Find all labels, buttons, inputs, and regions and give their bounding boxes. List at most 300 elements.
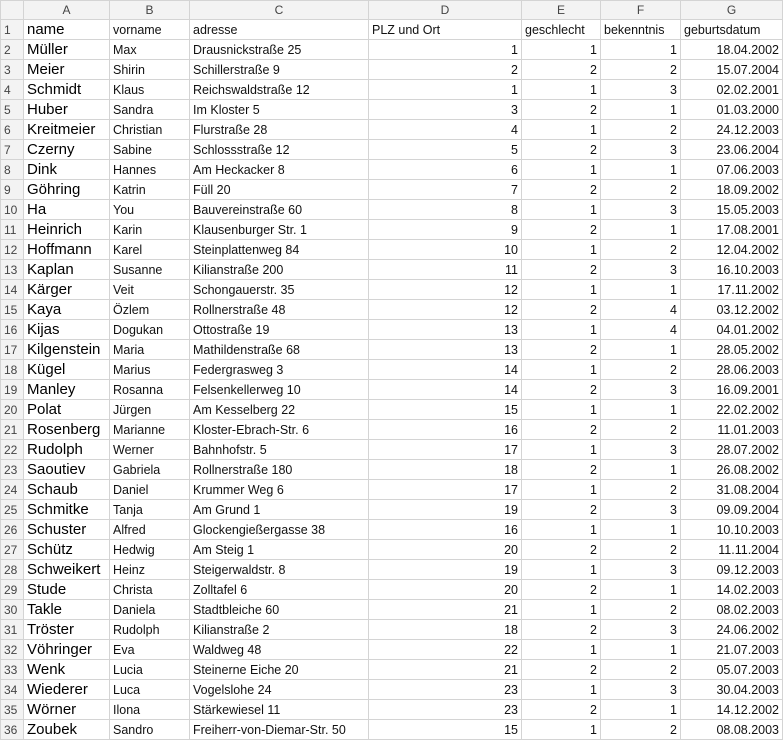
cell-vorname[interactable]: Ilona (110, 700, 190, 720)
cell-plz-ort[interactable]: 19 (369, 500, 522, 520)
cell-plz-ort[interactable]: 7 (369, 180, 522, 200)
cell-name[interactable]: Schuster (24, 520, 110, 540)
cell-geburtsdatum[interactable]: 14.12.2002 (681, 700, 783, 720)
cell-name[interactable]: Kügel (24, 360, 110, 380)
cell-bekenntnis[interactable]: 2 (601, 540, 681, 560)
cell-geschlecht[interactable]: 1 (522, 360, 601, 380)
column-header-a[interactable]: A (24, 1, 110, 20)
cell-geschlecht[interactable]: 2 (522, 580, 601, 600)
cell-bekenntnis[interactable]: 1 (601, 580, 681, 600)
cell-geburtsdatum[interactable]: 02.02.2001 (681, 80, 783, 100)
cell-plz-ort[interactable]: 15 (369, 400, 522, 420)
cell-name[interactable]: Wenk (24, 660, 110, 680)
cell-geschlecht[interactable]: 2 (522, 540, 601, 560)
row-header[interactable]: 26 (1, 520, 24, 540)
cell-adresse[interactable]: Am Heckacker 8 (190, 160, 369, 180)
cell-adresse[interactable]: Kloster-Ebrach-Str. 6 (190, 420, 369, 440)
row-header[interactable]: 1 (1, 20, 24, 40)
cell-plz-ort[interactable]: 6 (369, 160, 522, 180)
cell-geschlecht[interactable]: 2 (522, 660, 601, 680)
cell-geburtsdatum[interactable]: 30.04.2003 (681, 680, 783, 700)
cell-bekenntnis[interactable]: 3 (601, 380, 681, 400)
cell-name[interactable]: Schaub (24, 480, 110, 500)
cell-plz-ort[interactable]: 17 (369, 440, 522, 460)
cell-vorname-header[interactable]: vorname (110, 20, 190, 40)
cell-vorname[interactable]: Karel (110, 240, 190, 260)
cell-geschlecht[interactable]: 2 (522, 220, 601, 240)
cell-bekenntnis[interactable]: 4 (601, 320, 681, 340)
cell-geschlecht[interactable]: 2 (522, 620, 601, 640)
cell-geschlecht[interactable]: 2 (522, 100, 601, 120)
cell-geburtsdatum[interactable]: 08.02.2003 (681, 600, 783, 620)
cell-adresse[interactable]: Stadtbleiche 60 (190, 600, 369, 620)
row-header[interactable]: 21 (1, 420, 24, 440)
cell-name[interactable]: Göhring (24, 180, 110, 200)
cell-geburtsdatum[interactable]: 28.05.2002 (681, 340, 783, 360)
cell-plz-ort[interactable]: 18 (369, 460, 522, 480)
cell-plz-ort[interactable]: 15 (369, 720, 522, 740)
cell-plz-ort[interactable]: 1 (369, 40, 522, 60)
cell-bekenntnis[interactable]: 3 (601, 440, 681, 460)
cell-vorname[interactable]: Hedwig (110, 540, 190, 560)
cell-bekenntnis[interactable]: 1 (601, 520, 681, 540)
cell-name[interactable]: Wörner (24, 700, 110, 720)
cell-bekenntnis[interactable]: 3 (601, 680, 681, 700)
cell-plz-ort[interactable]: 13 (369, 320, 522, 340)
cell-plz-ort[interactable]: 14 (369, 360, 522, 380)
cell-plz-ort[interactable]: 16 (369, 520, 522, 540)
row-header[interactable]: 10 (1, 200, 24, 220)
row-header[interactable]: 22 (1, 440, 24, 460)
cell-adresse[interactable]: Kilianstraße 200 (190, 260, 369, 280)
cell-geschlecht[interactable]: 1 (522, 80, 601, 100)
cell-adresse[interactable]: Reichswaldstraße 12 (190, 80, 369, 100)
cell-adresse[interactable]: Steinplattenweg 84 (190, 240, 369, 260)
row-header[interactable]: 33 (1, 660, 24, 680)
cell-bekenntnis[interactable]: 1 (601, 460, 681, 480)
cell-name[interactable]: Tröster (24, 620, 110, 640)
row-header[interactable]: 31 (1, 620, 24, 640)
cell-vorname[interactable]: Sabine (110, 140, 190, 160)
cell-geschlecht[interactable]: 2 (522, 140, 601, 160)
cell-geburtsdatum[interactable]: 18.04.2002 (681, 40, 783, 60)
cell-plz-ort[interactable]: 5 (369, 140, 522, 160)
cell-geschlecht[interactable]: 1 (522, 120, 601, 140)
cell-geschlecht[interactable]: 1 (522, 720, 601, 740)
cell-adresse[interactable]: Waldweg 48 (190, 640, 369, 660)
cell-name[interactable]: Schweikert (24, 560, 110, 580)
cell-name[interactable]: Huber (24, 100, 110, 120)
cell-vorname[interactable]: Daniela (110, 600, 190, 620)
row-header[interactable]: 4 (1, 80, 24, 100)
cell-geschlecht[interactable]: 2 (522, 700, 601, 720)
cell-plz-ort[interactable]: 13 (369, 340, 522, 360)
cell-geschlecht[interactable]: 1 (522, 240, 601, 260)
cell-plz-ort[interactable]: 8 (369, 200, 522, 220)
cell-geburtsdatum[interactable]: 17.08.2001 (681, 220, 783, 240)
cell-plz-ort[interactable]: 2 (369, 60, 522, 80)
cell-name[interactable]: Kaplan (24, 260, 110, 280)
row-header[interactable]: 8 (1, 160, 24, 180)
cell-vorname[interactable]: Klaus (110, 80, 190, 100)
cell-name[interactable]: Rudolph (24, 440, 110, 460)
cell-bekenntnis[interactable]: 2 (601, 660, 681, 680)
cell-plz-ort[interactable]: 12 (369, 300, 522, 320)
cell-plz-ort[interactable]: 18 (369, 620, 522, 640)
cell-name[interactable]: Schütz (24, 540, 110, 560)
cell-plz-ort[interactable]: 9 (369, 220, 522, 240)
table-row (1, 400, 783, 420)
cell-geschlecht[interactable]: 2 (522, 380, 601, 400)
cell-vorname[interactable]: Eva (110, 640, 190, 660)
cell-bekenntnis[interactable]: 2 (601, 360, 681, 380)
cell-bekenntnis[interactable]: 4 (601, 300, 681, 320)
cell-vorname[interactable]: Gabriela (110, 460, 190, 480)
cell-name[interactable]: Hoffmann (24, 240, 110, 260)
cell-vorname[interactable]: Lucia (110, 660, 190, 680)
cell-geschlecht[interactable]: 1 (522, 520, 601, 540)
cell-plz-ort[interactable]: 17 (369, 480, 522, 500)
cell-geschlecht[interactable]: 1 (522, 160, 601, 180)
cell-bekenntnis[interactable]: 1 (601, 340, 681, 360)
cell-bekenntnis[interactable]: 2 (601, 180, 681, 200)
cell-adresse[interactable]: Felsenkellerweg 10 (190, 380, 369, 400)
cell-name[interactable]: Czerny (24, 140, 110, 160)
cell-geburtsdatum[interactable]: 14.02.2003 (681, 580, 783, 600)
cell-name[interactable]: Meier (24, 60, 110, 80)
cell-plz-ort[interactable]: 19 (369, 560, 522, 580)
cell-vorname[interactable]: Alfred (110, 520, 190, 540)
column-header-f[interactable]: F (601, 1, 681, 20)
cell-geburtsdatum[interactable]: 24.06.2002 (681, 620, 783, 640)
cell-vorname[interactable]: Dogukan (110, 320, 190, 340)
cell-name[interactable]: Vöhringer (24, 640, 110, 660)
cell-adresse[interactable]: Rollnerstraße 180 (190, 460, 369, 480)
cell-vorname[interactable]: You (110, 200, 190, 220)
cell-name[interactable]: Kärger (24, 280, 110, 300)
cell-geburtsdatum[interactable]: 11.11.2004 (681, 540, 783, 560)
cell-vorname[interactable]: Shirin (110, 60, 190, 80)
cell-plz-ort[interactable]: 20 (369, 540, 522, 560)
cell-plz-ort[interactable]: 23 (369, 680, 522, 700)
cell-vorname[interactable]: Maria (110, 340, 190, 360)
cell-geschlecht-header[interactable]: geschlecht (522, 20, 601, 40)
cell-name[interactable]: Müller (24, 40, 110, 60)
cell-geschlecht[interactable]: 1 (522, 320, 601, 340)
cell-adresse[interactable]: Klausenburger Str. 1 (190, 220, 369, 240)
cell-geschlecht[interactable]: 2 (522, 340, 601, 360)
cell-bekenntnis[interactable]: 1 (601, 100, 681, 120)
cell-bekenntnis[interactable]: 2 (601, 420, 681, 440)
cell-adresse[interactable]: Krummer Weg 6 (190, 480, 369, 500)
cell-vorname[interactable]: Heinz (110, 560, 190, 580)
row-header[interactable]: 28 (1, 560, 24, 580)
row-header[interactable]: 20 (1, 400, 24, 420)
cell-geschlecht[interactable]: 1 (522, 640, 601, 660)
row-header[interactable]: 23 (1, 460, 24, 480)
cell-plz-ort[interactable]: 11 (369, 260, 522, 280)
cell-geburtsdatum[interactable]: 28.06.2003 (681, 360, 783, 380)
cell-bekenntnis[interactable]: 2 (601, 60, 681, 80)
cell-name[interactable]: Dink (24, 160, 110, 180)
row-header[interactable]: 34 (1, 680, 24, 700)
cell-geburtsdatum[interactable]: 26.08.2002 (681, 460, 783, 480)
cell-plz-ort[interactable]: 1 (369, 80, 522, 100)
cell-vorname[interactable]: Özlem (110, 300, 190, 320)
row-header[interactable]: 32 (1, 640, 24, 660)
cell-adresse[interactable]: Zolltafel 6 (190, 580, 369, 600)
row-header[interactable]: 18 (1, 360, 24, 380)
cell-adresse[interactable]: Ottostraße 19 (190, 320, 369, 340)
cell-bekenntnis[interactable]: 2 (601, 600, 681, 620)
cell-vorname[interactable]: Sandra (110, 100, 190, 120)
cell-geburtsdatum[interactable]: 15.05.2003 (681, 200, 783, 220)
cell-geschlecht[interactable]: 1 (522, 40, 601, 60)
cell-bekenntnis[interactable]: 3 (601, 620, 681, 640)
cell-vorname[interactable]: Katrin (110, 180, 190, 200)
cell-geburtsdatum[interactable]: 31.08.2004 (681, 480, 783, 500)
column-header-d[interactable]: D (369, 1, 522, 20)
cell-vorname[interactable]: Tanja (110, 500, 190, 520)
column-header-g[interactable]: G (681, 1, 783, 20)
cell-vorname[interactable]: Hannes (110, 160, 190, 180)
cell-bekenntnis[interactable]: 2 (601, 120, 681, 140)
cell-geburtsdatum[interactable]: 09.12.2003 (681, 560, 783, 580)
cell-vorname[interactable]: Marianne (110, 420, 190, 440)
cell-name[interactable]: Kijas (24, 320, 110, 340)
cell-geschlecht[interactable]: 1 (522, 560, 601, 580)
cell-geburtsdatum[interactable]: 01.03.2000 (681, 100, 783, 120)
cell-adresse[interactable]: Vogelslohe 24 (190, 680, 369, 700)
cell-name[interactable]: Kaya (24, 300, 110, 320)
cell-vorname[interactable]: Max (110, 40, 190, 60)
cell-plz-ort[interactable]: 23 (369, 700, 522, 720)
cell-plz-ort[interactable]: 4 (369, 120, 522, 140)
cell-geburtsdatum[interactable]: 11.01.2003 (681, 420, 783, 440)
cell-adresse[interactable]: Federgrasweg 3 (190, 360, 369, 380)
cell-geschlecht[interactable]: 2 (522, 260, 601, 280)
cell-plz-ort[interactable]: 10 (369, 240, 522, 260)
cell-vorname[interactable]: Christa (110, 580, 190, 600)
cell-bekenntnis-header[interactable]: bekenntnis (601, 20, 681, 40)
cell-adresse[interactable]: Im Kloster 5 (190, 100, 369, 120)
cell-adresse[interactable]: Steigerwaldstr. 8 (190, 560, 369, 580)
cell-geschlecht[interactable]: 1 (522, 200, 601, 220)
cell-name[interactable]: Kilgenstein (24, 340, 110, 360)
cell-name[interactable]: Kreitmeier (24, 120, 110, 140)
cell-geburtsdatum[interactable]: 09.09.2004 (681, 500, 783, 520)
cell-bekenntnis[interactable]: 3 (601, 140, 681, 160)
cell-geschlecht[interactable]: 2 (522, 180, 601, 200)
cell-plz-ort[interactable]: 12 (369, 280, 522, 300)
column-header-c[interactable]: C (190, 1, 369, 20)
cell-adresse[interactable]: Am Kesselberg 22 (190, 400, 369, 420)
cell-name[interactable]: Saoutiev (24, 460, 110, 480)
cell-vorname[interactable]: Rudolph (110, 620, 190, 640)
cell-plz-ort[interactable]: 20 (369, 580, 522, 600)
cell-adresse[interactable]: Kilianstraße 2 (190, 620, 369, 640)
cell-name[interactable]: Wiederer (24, 680, 110, 700)
cell-name[interactable]: Schmidt (24, 80, 110, 100)
cell-geschlecht[interactable]: 1 (522, 600, 601, 620)
cell-geburtsdatum[interactable]: 21.07.2003 (681, 640, 783, 660)
row-header[interactable]: 9 (1, 180, 24, 200)
row-header[interactable]: 12 (1, 240, 24, 260)
cell-geburtsdatum[interactable]: 05.07.2003 (681, 660, 783, 680)
cell-name[interactable]: Schmitke (24, 500, 110, 520)
cell-geschlecht[interactable]: 1 (522, 440, 601, 460)
cell-adresse[interactable]: Am Steig 1 (190, 540, 369, 560)
cell-name[interactable]: Takle (24, 600, 110, 620)
cell-geschlecht[interactable]: 2 (522, 460, 601, 480)
row-header[interactable]: 36 (1, 720, 24, 740)
cell-adresse[interactable]: Mathildenstraße 68 (190, 340, 369, 360)
cell-vorname[interactable]: Veit (110, 280, 190, 300)
table-row (1, 220, 783, 240)
cell-vorname[interactable]: Susanne (110, 260, 190, 280)
row-header[interactable]: 30 (1, 600, 24, 620)
row-header[interactable]: 5 (1, 100, 24, 120)
cell-bekenntnis[interactable]: 2 (601, 720, 681, 740)
cell-name[interactable]: Polat (24, 400, 110, 420)
cell-geburtsdatum[interactable]: 24.12.2003 (681, 120, 783, 140)
cell-vorname[interactable]: Sandro (110, 720, 190, 740)
cell-bekenntnis[interactable]: 1 (601, 280, 681, 300)
cell-adresse[interactable]: Bahnhofstr. 5 (190, 440, 369, 460)
row-header[interactable]: 7 (1, 140, 24, 160)
cell-vorname[interactable]: Daniel (110, 480, 190, 500)
cell-bekenntnis[interactable]: 2 (601, 240, 681, 260)
cell-name[interactable]: Rosenberg (24, 420, 110, 440)
cell-bekenntnis[interactable]: 3 (601, 200, 681, 220)
column-header-e[interactable]: E (522, 1, 601, 20)
row-header[interactable]: 17 (1, 340, 24, 360)
cell-adresse[interactable]: Freiherr-von-Diemar-Str. 50 (190, 720, 369, 740)
row-header[interactable]: 2 (1, 40, 24, 60)
row-header[interactable]: 11 (1, 220, 24, 240)
cell-bekenntnis[interactable]: 1 (601, 700, 681, 720)
cell-geburtsdatum[interactable]: 07.06.2003 (681, 160, 783, 180)
cell-bekenntnis[interactable]: 2 (601, 480, 681, 500)
row-header[interactable]: 13 (1, 260, 24, 280)
cell-bekenntnis[interactable]: 3 (601, 560, 681, 580)
cell-name[interactable]: Zoubek (24, 720, 110, 740)
cell-adresse[interactable]: Bauvereinstraße 60 (190, 200, 369, 220)
table-row (1, 520, 783, 540)
row-header[interactable]: 24 (1, 480, 24, 500)
cell-geburtsdatum-header[interactable]: geburtsdatum (681, 20, 783, 40)
cell-bekenntnis[interactable]: 1 (601, 160, 681, 180)
cell-geburtsdatum[interactable]: 22.02.2002 (681, 400, 783, 420)
cell-bekenntnis[interactable]: 1 (601, 220, 681, 240)
cell-geburtsdatum[interactable]: 16.09.2001 (681, 380, 783, 400)
cell-geburtsdatum[interactable]: 04.01.2002 (681, 320, 783, 340)
cell-bekenntnis[interactable]: 1 (601, 40, 681, 60)
cell-plz-ort[interactable]: 14 (369, 380, 522, 400)
cell-geschlecht[interactable]: 2 (522, 500, 601, 520)
cell-adresse[interactable]: Füll 20 (190, 180, 369, 200)
cell-geschlecht[interactable]: 1 (522, 400, 601, 420)
cell-geburtsdatum[interactable]: 08.08.2003 (681, 720, 783, 740)
cell-geschlecht[interactable]: 1 (522, 680, 601, 700)
cell-vorname[interactable]: Marius (110, 360, 190, 380)
cell-name[interactable]: Manley (24, 380, 110, 400)
cell-geburtsdatum[interactable]: 18.09.2002 (681, 180, 783, 200)
select-all-corner[interactable] (1, 1, 24, 20)
row-header[interactable]: 27 (1, 540, 24, 560)
cell-adresse[interactable]: Schongauerstr. 35 (190, 280, 369, 300)
cell-adresse[interactable]: Rollnerstraße 48 (190, 300, 369, 320)
cell-adresse[interactable]: Am Grund 1 (190, 500, 369, 520)
cell-name[interactable]: Ha (24, 200, 110, 220)
cell-bekenntnis[interactable]: 1 (601, 640, 681, 660)
cell-vorname[interactable]: Luca (110, 680, 190, 700)
cell-adresse-header[interactable]: adresse (190, 20, 369, 40)
cell-name[interactable]: Stude (24, 580, 110, 600)
row-header[interactable]: 15 (1, 300, 24, 320)
row-header[interactable]: 19 (1, 380, 24, 400)
cell-geburtsdatum[interactable]: 28.07.2002 (681, 440, 783, 460)
cell-geschlecht[interactable]: 1 (522, 480, 601, 500)
row-header[interactable]: 35 (1, 700, 24, 720)
cell-vorname[interactable]: Christian (110, 120, 190, 140)
cell-geburtsdatum[interactable]: 16.10.2003 (681, 260, 783, 280)
cell-plz-ort[interactable]: 21 (369, 600, 522, 620)
cell-bekenntnis[interactable]: 3 (601, 260, 681, 280)
cell-adresse[interactable]: Schlossstraße 12 (190, 140, 369, 160)
cell-adresse[interactable]: Glockengießergasse 38 (190, 520, 369, 540)
row-header[interactable]: 16 (1, 320, 24, 340)
cell-plz-ort[interactable]: 22 (369, 640, 522, 660)
cell-adresse[interactable]: Steinerne Eiche 20 (190, 660, 369, 680)
cell-geburtsdatum[interactable]: 17.11.2002 (681, 280, 783, 300)
cell-name-header[interactable]: name (24, 20, 110, 40)
cell-adresse[interactable]: Stärkewiesel 11 (190, 700, 369, 720)
cell-geburtsdatum[interactable]: 03.12.2002 (681, 300, 783, 320)
row-header[interactable]: 14 (1, 280, 24, 300)
cell-adresse[interactable]: Drausnickstraße 25 (190, 40, 369, 60)
row-header[interactable]: 25 (1, 500, 24, 520)
cell-geburtsdatum[interactable]: 10.10.2003 (681, 520, 783, 540)
cell-vorname[interactable]: Jürgen (110, 400, 190, 420)
cell-vorname[interactable]: Karin (110, 220, 190, 240)
cell-adresse[interactable]: Flurstraße 28 (190, 120, 369, 140)
row-header[interactable]: 6 (1, 120, 24, 140)
cell-plz-ort[interactable]: 21 (369, 660, 522, 680)
column-header-b[interactable]: B (110, 1, 190, 20)
cell-geschlecht[interactable]: 2 (522, 300, 601, 320)
cell-bekenntnis[interactable]: 1 (601, 400, 681, 420)
cell-adresse[interactable]: Schillerstraße 9 (190, 60, 369, 80)
cell-geburtsdatum[interactable]: 15.07.2004 (681, 60, 783, 80)
cell-plz-ort[interactable]: 3 (369, 100, 522, 120)
row-header[interactable]: 3 (1, 60, 24, 80)
cell-geburtsdatum[interactable]: 12.04.2002 (681, 240, 783, 260)
cell-geburtsdatum[interactable]: 23.06.2004 (681, 140, 783, 160)
table-row (1, 500, 783, 520)
cell-vorname[interactable]: Werner (110, 440, 190, 460)
cell-name[interactable]: Heinrich (24, 220, 110, 240)
cell-bekenntnis[interactable]: 3 (601, 80, 681, 100)
cell-plz-ort[interactable]: 16 (369, 420, 522, 440)
cell-plz-header[interactable]: PLZ und Ort (369, 20, 522, 40)
cell-vorname[interactable]: Rosanna (110, 380, 190, 400)
cell-geschlecht[interactable]: 2 (522, 420, 601, 440)
cell-geschlecht[interactable]: 1 (522, 280, 601, 300)
cell-geschlecht[interactable]: 2 (522, 60, 601, 80)
row-header[interactable]: 29 (1, 580, 24, 600)
cell-bekenntnis[interactable]: 3 (601, 500, 681, 520)
